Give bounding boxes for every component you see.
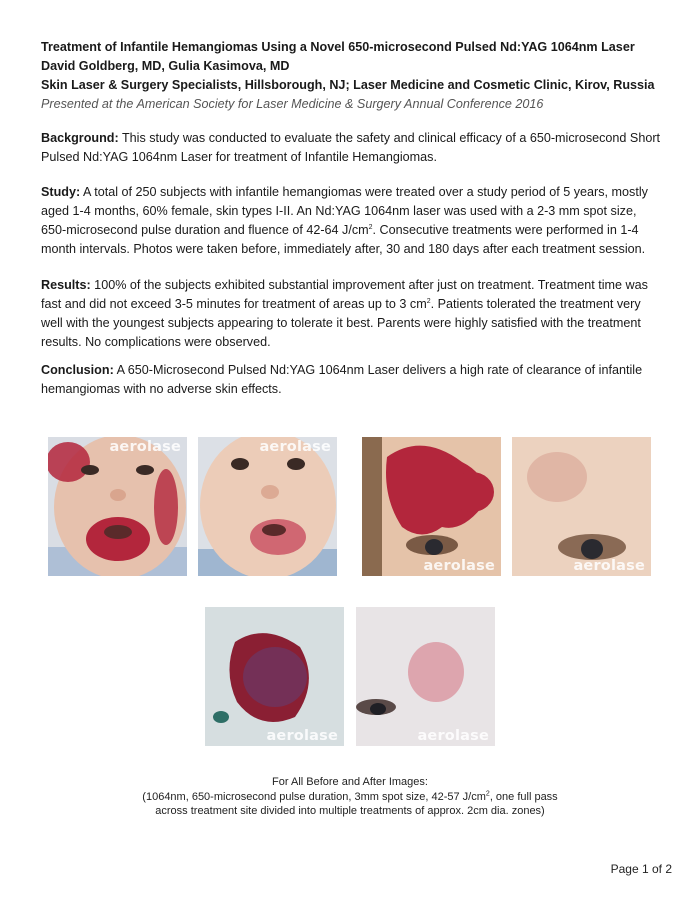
watermark: aerolase xyxy=(109,439,181,455)
caption-line3: across treatment site divided into multiple treatments of approx. 2cm dia. zones) xyxy=(155,805,545,817)
caption-line2: (1064nm, 650-microsecond pulse duration, 3mm spot size, 42-57 $J/cm^2$, one full pass xyxy=(142,789,558,803)
photo-baby-before xyxy=(48,437,187,576)
paper-title: Treatment of Infantile Hemangiomas Using a Novel 650-microsecond Pulsed Nd:YAG 1064nm Laser xyxy=(41,40,635,54)
watermark: aerolase xyxy=(417,728,489,744)
photo-eye-before xyxy=(362,437,501,576)
baby-after-image xyxy=(198,437,337,576)
lesion-before-image xyxy=(205,607,344,746)
baby-before-image xyxy=(48,437,187,576)
watermark: aerolase xyxy=(266,728,338,744)
authors: David Goldberg, MD, Gulia Kasimova, MD xyxy=(41,59,290,73)
background-heading: Background: xyxy=(41,131,119,145)
photo-baby-after xyxy=(198,437,337,576)
caption-line1: For All Before and After Images: xyxy=(272,776,428,788)
results-text-a: 100% of the subjects exhibited substantial improvement after just on treatment. Treatment time was fast and did not exceed 3-5 minutes for treatment of areas up to 3 cm xyxy=(41,278,648,311)
study-text-b: . Consecutive treatments were performed in 1-4 month intervals. Photos were taken before, immediately after, 30 and 180 days after each treatment session. xyxy=(41,223,646,256)
results-heading: Results: xyxy=(41,278,91,292)
watermark: aerolase xyxy=(573,558,645,574)
lesion-after-image xyxy=(356,607,495,746)
background-section xyxy=(41,129,661,167)
watermark: aerolase xyxy=(259,439,331,455)
presented-at: Presented at the American Society for Laser Medicine & Surgery Annual Conference 2016 xyxy=(41,97,544,111)
photo-caption xyxy=(0,775,700,819)
photo-eye-after xyxy=(512,437,651,576)
eye-after-image xyxy=(512,437,651,576)
results-superscript: 2 xyxy=(426,297,431,305)
header xyxy=(41,38,671,114)
watermark: aerolase xyxy=(423,558,495,574)
study-text-a: A total of 250 subjects with infantile hemangiomas were treated over a study period of 5 years, mostly aged 1-4 months, 60% female, skin types I-II. An Nd:YAG 1064nm laser was used with a 2-3 mm spot size, 650-microsecond pulse duration and fluence of 42-64 J/cm xyxy=(41,185,648,237)
background-text: This study was conducted to evaluate the safety and clinical efficacy of a 650-microsecond Short Pulsed Nd:YAG 1064nm Laser for treatment of Infantile Hemangiomas. xyxy=(41,131,661,164)
page-number: Page 1 of 2 xyxy=(610,862,672,876)
photo-lesion-after xyxy=(356,607,495,746)
affiliations: Skin Laser & Surgery Specialists, Hillsborough, NJ; Laser Medicine and Cosmetic Clinic, Kirov, Russia xyxy=(41,78,655,92)
study-section xyxy=(41,183,661,259)
results-text-b: . Patients tolerated the treatment very well with the youngest subjects appearing to tolerate it best. Parents were highly satisfied with the treatment results. No complications were observed. xyxy=(41,297,641,349)
conclusion-section xyxy=(41,361,661,399)
results-section xyxy=(41,276,661,352)
photo-lesion-before xyxy=(205,607,344,746)
conclusion-heading: Conclusion: xyxy=(41,363,114,377)
study-heading: Study: xyxy=(41,185,81,199)
eye-before-image xyxy=(362,437,501,576)
conclusion-text: A 650-Microsecond Pulsed Nd:YAG 1064nm Laser delivers a high rate of clearance of infantile hemangiomas with no adverse skin effects. xyxy=(41,363,643,396)
study-superscript: 2 xyxy=(368,223,373,231)
